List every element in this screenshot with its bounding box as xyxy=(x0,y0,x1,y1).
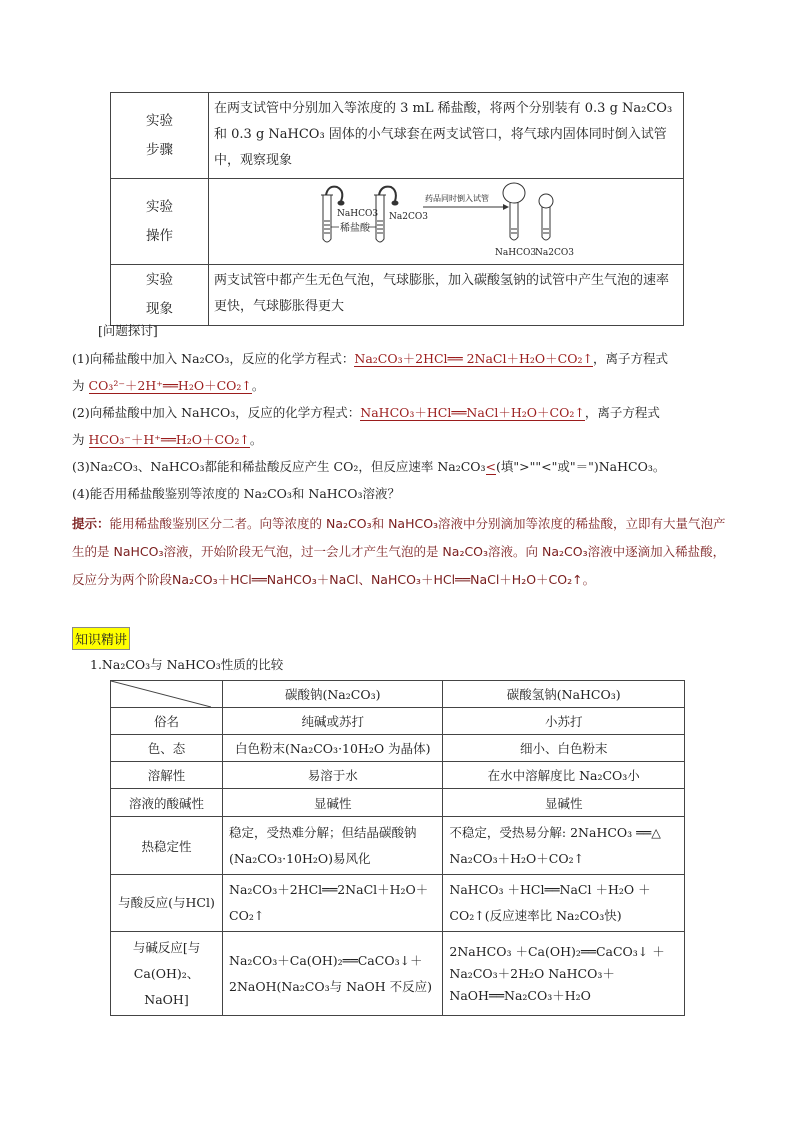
hint-paragraph xyxy=(72,510,728,594)
experiment-table xyxy=(110,92,684,326)
table-row: 溶解性 易溶于水 在水中溶解度比 Na₂CO₃小 xyxy=(111,762,685,789)
q1-answer-ionic: CO₃²⁻＋2H⁺══H₂O＋CO₂↑ xyxy=(88,378,252,393)
steps-text: 在两支试管中分别加入等浓度的 3 mL 稀盐酸，将两个分别装有 0.3 g Na₂CO₃ 和 0.3 g NaHCO₃ 固体的小气球套在两支试管口，将气球内固体同时倒入试管中，观察现象 xyxy=(209,93,684,179)
q1-line2: 为 CO₃²⁻＋2H⁺══H₂O＋CO₂↑。 xyxy=(72,378,265,393)
q4-line: (4)能否用稀盐酸鉴别等浓度的 Na₂CO₃和 NaHCO₃溶液？ xyxy=(72,486,400,501)
phenomenon-text: 两支试管中都产生无色气泡，气球膨胀，加入碳酸氢钠的试管中产生气泡的速率更快，气球膨胀得更大 xyxy=(209,265,684,326)
header-nahco3: 碳酸氢钠(NaHCO₃) xyxy=(443,681,685,708)
label-operation: 实验 操作 xyxy=(111,179,209,265)
label-steps: 实验 步骤 xyxy=(111,93,209,179)
table-row: 色、态 白色粉末(Na₂CO₃·10H₂O 为晶体) 细小、白色粉末 xyxy=(111,735,685,762)
table-row: 热稳定性 稳定，受热难分解；但结晶碳酸钠(Na₂CO₃·10H₂O)易风化 不稳定，受热易分解: 2NaHCO₃ ══△ Na₂CO₃＋H₂O＋CO₂↑ xyxy=(111,817,685,875)
table-row: 与酸反应(与HCl) Na₂CO₃＋2HCl══2NaCl＋H₂O＋CO₂↑ NaHCO₃ ＋HCl══NaCl ＋H₂O ＋CO₂↑(反应速率比 Na₂CO₃快) xyxy=(111,875,685,932)
q1-line1: (1)向稀盐酸中加入 Na₂CO₃，反应的化学方程式：Na₂CO₃＋2HCl══ 2NaCl＋H₂O＋CO₂↑，离子方程式 xyxy=(72,351,668,366)
q2-line2: 为 HCO₃⁻＋H⁺══H₂O＋CO₂↑。 xyxy=(72,432,263,447)
label-phenomenon: 实验 现象 xyxy=(111,265,209,326)
diagram-label-na2co3: Na2CO3 xyxy=(389,212,428,222)
diagonal-line xyxy=(111,681,211,707)
diagram-bottom-na2co3: Na2CO3 xyxy=(535,248,574,258)
table-row: 俗名 纯碱或苏打 小苏打 xyxy=(111,708,685,735)
diagram-arrow-text: 药品同时倒入试管 xyxy=(425,194,489,203)
diagram-bottom-nahco3: NaHCO3 xyxy=(495,248,537,258)
table-row: 与碱反应[与Ca(OH)₂、NaOH] Na₂CO₃＋Ca(OH)₂══CaCO₃↓＋2NaOH(Na₂CO₃与 NaOH 不反应) 2NaHCO₃ ＋Ca(OH)₂══CaCO₃↓ ＋Na₂CO₃＋2H₂O NaHCO₃＋NaOH══Na₂CO₃＋H₂O xyxy=(111,932,685,1016)
hint-label: 提示： xyxy=(72,516,110,531)
apparatus-diagram-cell xyxy=(209,179,684,265)
diagram-label-dil-hcl: 稀盐酸 xyxy=(340,223,370,234)
discussion-heading: [问题探讨] xyxy=(98,323,158,338)
section-title: 1.Na₂CO₃与 NaHCO₃性质的比较 xyxy=(90,657,284,672)
table-row: 溶液的酸碱性 显碱性 显碱性 xyxy=(111,789,685,817)
q2-answer-ionic: HCO₃⁻＋H⁺══H₂O＋CO₂↑ xyxy=(88,432,250,447)
comparison-table xyxy=(110,680,685,1016)
q3-line: (3)Na₂CO₃、NaHCO₃都能和稀盐酸反应产生 CO₂，但反应速率 Na₂CO₃<(填">""<"或"＝")NaHCO₃。 xyxy=(72,459,666,474)
q3-answer: < xyxy=(485,459,497,474)
diagonal-header-cell xyxy=(111,681,223,708)
q2-answer-equation: NaHCO₃＋HCl══NaCl＋H₂O＋CO₂↑ xyxy=(360,405,585,420)
apparatus-diagram xyxy=(211,179,681,263)
knowledge-badge: 知识精讲 xyxy=(72,627,130,650)
diagram-label-nahco3: NaHCO3 xyxy=(337,209,379,219)
q2-line1: (2)向稀盐酸中加入 NaHCO₃，反应的化学方程式：NaHCO₃＋HCl══NaCl＋H₂O＋CO₂↑，离子方程式 xyxy=(72,405,660,420)
q1-answer-equation: Na₂CO₃＋2HCl══ 2NaCl＋H₂O＋CO₂↑ xyxy=(354,351,593,366)
header-na2co3: 碳酸钠(Na₂CO₃) xyxy=(223,681,443,708)
test-tube-4 xyxy=(539,194,553,240)
test-tube-3 xyxy=(503,183,525,240)
hint-text: 能用稀盐酸鉴别区分二者。向等浓度的 Na₂CO₃和 NaHCO₃溶液中分别滴加等浓度的稀盐酸，立即有大量气泡产生的是 NaHCO₃溶液，开始阶段无气泡，过一会儿才产生气泡的是 Na₂CO₃溶液。向 Na₂CO₃溶液中逐滴加入稀盐酸，反应分为两个阶段Na₂CO₃＋HCl══NaHCO₃＋NaCl、NaHCO₃＋HCl══NaCl＋H₂O＋CO₂↑。 xyxy=(72,516,726,587)
